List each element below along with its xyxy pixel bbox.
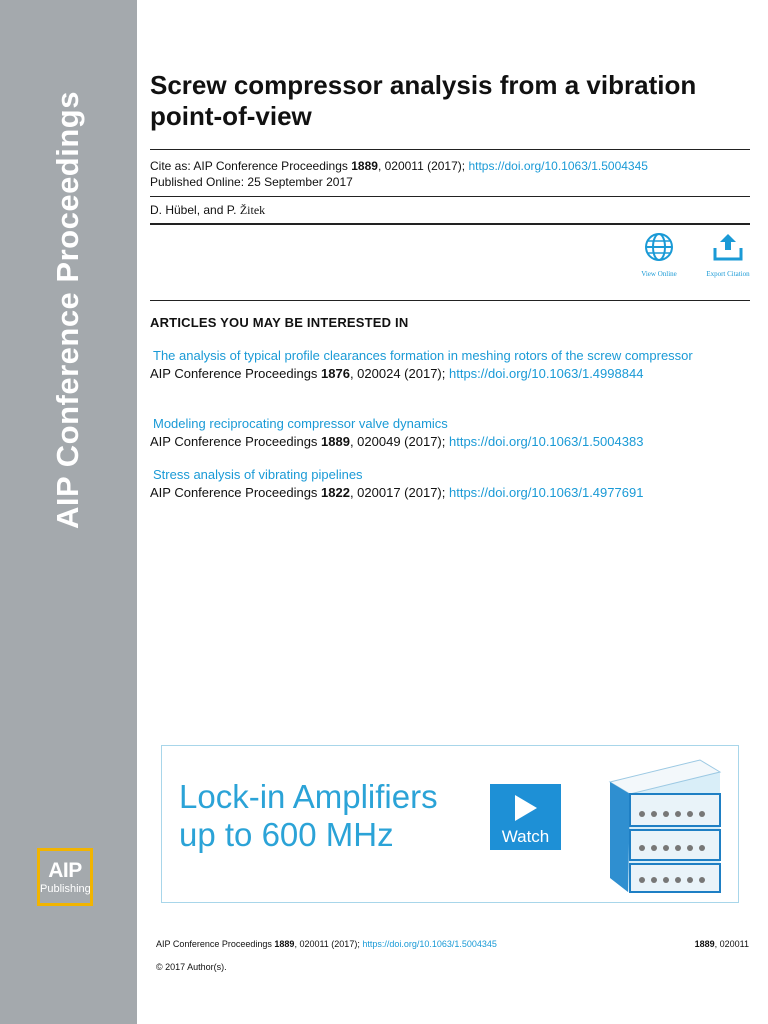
- view-online-button[interactable]: [629, 232, 689, 278]
- cite-rest: , 020011 (2017);: [377, 159, 469, 173]
- globe-icon: [644, 232, 674, 262]
- ad-headline: [179, 778, 438, 854]
- ref-volume: 1889: [321, 434, 350, 449]
- export-citation-label: Export Citation: [706, 270, 750, 278]
- journal-title: AIP Conference Proceedings: [50, 91, 85, 529]
- paper-title: Screw compressor analysis from a vibration point-of-view: [150, 70, 697, 131]
- footer-page-ref: [695, 938, 749, 950]
- export-icon: [712, 232, 744, 262]
- footer-prefix: AIP Conference Proceedings: [156, 939, 275, 949]
- ref-volume: 1876: [321, 366, 350, 381]
- ad-line-2: up to 600 MHz: [179, 816, 394, 853]
- footer-doi-link[interactable]: https://doi.org/10.1063/1.5004345: [362, 939, 497, 949]
- related-article-title[interactable]: The analysis of typical profile clearances formation in meshing rotors of the screw compressor: [153, 348, 693, 363]
- ref-volume: 1822: [321, 485, 350, 500]
- aip-publishing-logo[interactable]: [37, 848, 93, 906]
- published-date: Published Online: 25 September 2017: [150, 175, 353, 189]
- cite-prefix: Cite as: AIP Conference Proceedings: [150, 159, 352, 173]
- ref-doi-link[interactable]: https://doi.org/10.1063/1.4977691: [448, 485, 644, 500]
- divider: [150, 196, 750, 197]
- ref-doi-link[interactable]: https://doi.org/10.1063/1.5004383: [448, 434, 644, 449]
- footer-rest: , 020011 (2017);: [294, 939, 363, 949]
- divider: [150, 300, 750, 301]
- view-online-label: View Online: [641, 270, 677, 278]
- copyright: © 2017 Author(s).: [156, 962, 227, 972]
- export-citation-button[interactable]: [698, 232, 758, 278]
- related-article-title[interactable]: Stress analysis of vibrating pipelines: [153, 467, 363, 482]
- divider: [150, 149, 750, 150]
- footer-right-rest: , 020011: [714, 939, 749, 949]
- ref-rest: , 020017 (2017);: [349, 485, 449, 500]
- amplifier-device-image: [602, 752, 732, 898]
- related-article-ref: [150, 484, 720, 502]
- ref-prefix: AIP Conference Proceedings: [150, 485, 322, 500]
- footer-volume: 1889: [274, 939, 295, 949]
- play-icon: [515, 795, 537, 821]
- sidebar: [0, 0, 137, 1024]
- logo-publishing-text: Publishing: [40, 883, 91, 895]
- ref-rest: , 020024 (2017);: [349, 366, 449, 381]
- cite-volume: 1889: [351, 159, 378, 173]
- watch-button[interactable]: [490, 784, 561, 850]
- ref-prefix: AIP Conference Proceedings: [150, 366, 322, 381]
- related-article-ref: [150, 433, 720, 451]
- ref-doi-link[interactable]: https://doi.org/10.1063/1.4998844: [448, 366, 644, 381]
- citation-line: [150, 158, 648, 174]
- ref-rest: , 020049 (2017);: [349, 434, 449, 449]
- authors-prefix: D. Hübel, and P.: [150, 203, 240, 217]
- footer-right-volume: 1889: [694, 939, 715, 949]
- logo-aip-text: AIP: [48, 859, 82, 882]
- related-article: [150, 347, 720, 383]
- footer-citation: [156, 938, 497, 950]
- advertisement-banner[interactable]: [161, 745, 739, 903]
- watch-label: Watch: [501, 827, 550, 846]
- related-article-ref: [150, 365, 720, 383]
- author-last: Žitek: [239, 203, 266, 217]
- ref-prefix: AIP Conference Proceedings: [150, 434, 322, 449]
- related-articles-heading: ARTICLES YOU MAY BE INTERESTED IN: [150, 315, 409, 330]
- divider: [150, 223, 750, 225]
- ad-line-1: Lock-in Amplifiers: [179, 778, 438, 815]
- related-article: [150, 466, 720, 502]
- related-article-title[interactable]: Modeling reciprocating compressor valve dynamics: [153, 416, 448, 431]
- related-article: [150, 415, 720, 451]
- cite-doi-link[interactable]: https://doi.org/10.1063/1.5004345: [468, 159, 648, 173]
- authors-line: [150, 202, 265, 218]
